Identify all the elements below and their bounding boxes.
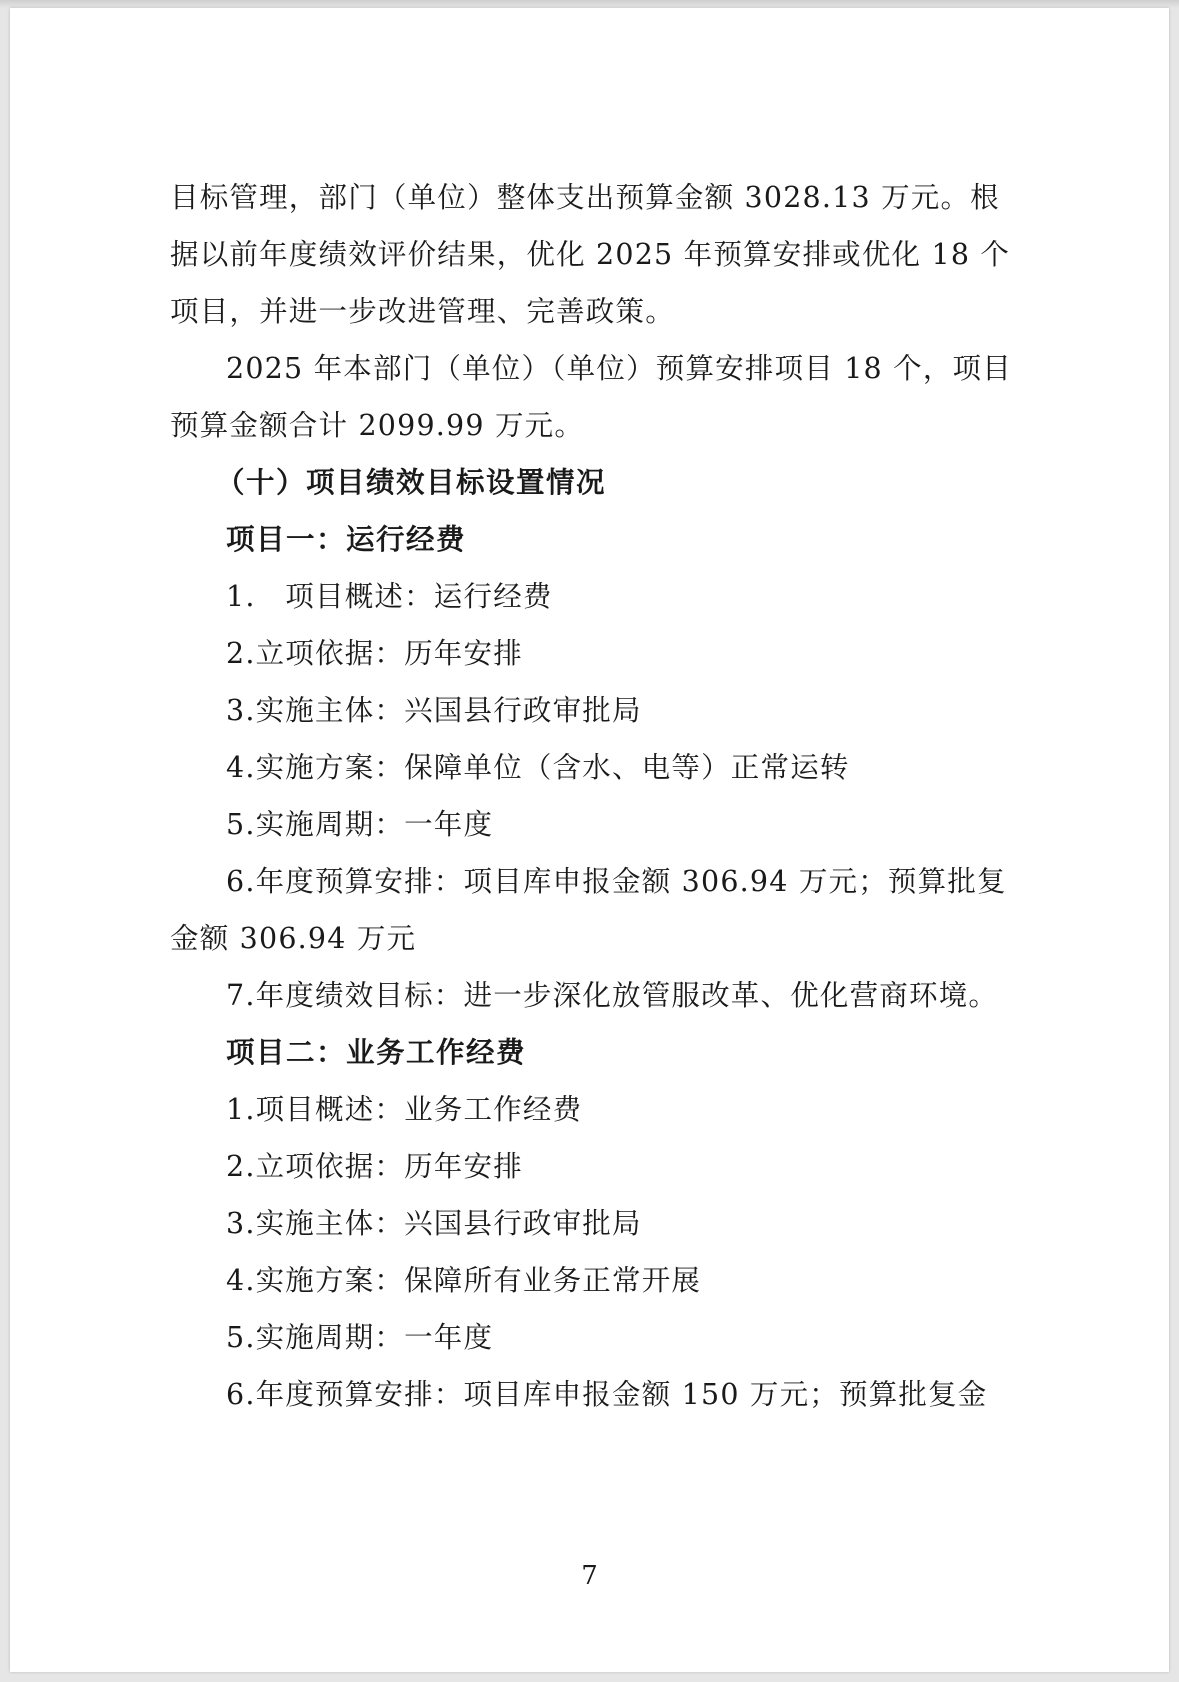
document-page bbox=[10, 8, 1169, 1672]
list-item: 7.年度绩效目标：进一步深化放管服改革、优化营商环境。 bbox=[226, 979, 999, 1012]
list-item-continuation: 金额 306.94 万元 bbox=[170, 922, 417, 955]
list-item: 2.立项依据：历年安排 bbox=[226, 1150, 523, 1183]
project-heading: 项目一：运行经费 bbox=[226, 523, 467, 556]
paragraph-line: 项目，并进一步改进管理、完善政策。 bbox=[170, 295, 675, 328]
paragraph-line: 2025 年本部门（单位）（单位）预算安排项目 18 个，项目 bbox=[226, 352, 1012, 385]
list-item: 1. 项目概述：运行经费 bbox=[226, 580, 553, 613]
list-item: 3.实施主体：兴国县行政审批局 bbox=[226, 1207, 642, 1240]
viewer-top-edge bbox=[0, 0, 1179, 8]
list-item: 6.年度预算安排：项目库申报金额 306.94 万元；预算批复 bbox=[226, 865, 1007, 898]
list-item: 6.年度预算安排：项目库申报金额 150 万元；预算批复金 bbox=[226, 1378, 988, 1411]
project-heading: 项目二：业务工作经费 bbox=[226, 1036, 527, 1069]
paragraph-line: 目标管理，部门（单位）整体支出预算金额 3028.13 万元。根 bbox=[170, 181, 1000, 214]
list-item: 5.实施周期：一年度 bbox=[226, 1321, 494, 1354]
list-item: 1.项目概述：业务工作经费 bbox=[226, 1093, 583, 1126]
list-item: 3.实施主体：兴国县行政审批局 bbox=[226, 694, 642, 727]
section-heading: （十）项目绩效目标设置情况 bbox=[216, 466, 607, 499]
list-item: 2.立项依据：历年安排 bbox=[226, 637, 523, 670]
list-item: 4.实施方案：保障所有业务正常开展 bbox=[226, 1264, 702, 1297]
list-item: 4.实施方案：保障单位（含水、电等）正常运转 bbox=[226, 751, 850, 784]
paragraph-line: 据以前年度绩效评价结果，优化 2025 年预算安排或优化 18 个 bbox=[170, 238, 1011, 271]
paragraph-line: 预算金额合计 2099.99 万元。 bbox=[170, 409, 585, 442]
list-item: 5.实施周期：一年度 bbox=[226, 808, 494, 841]
page-number: 7 bbox=[581, 1561, 598, 1591]
